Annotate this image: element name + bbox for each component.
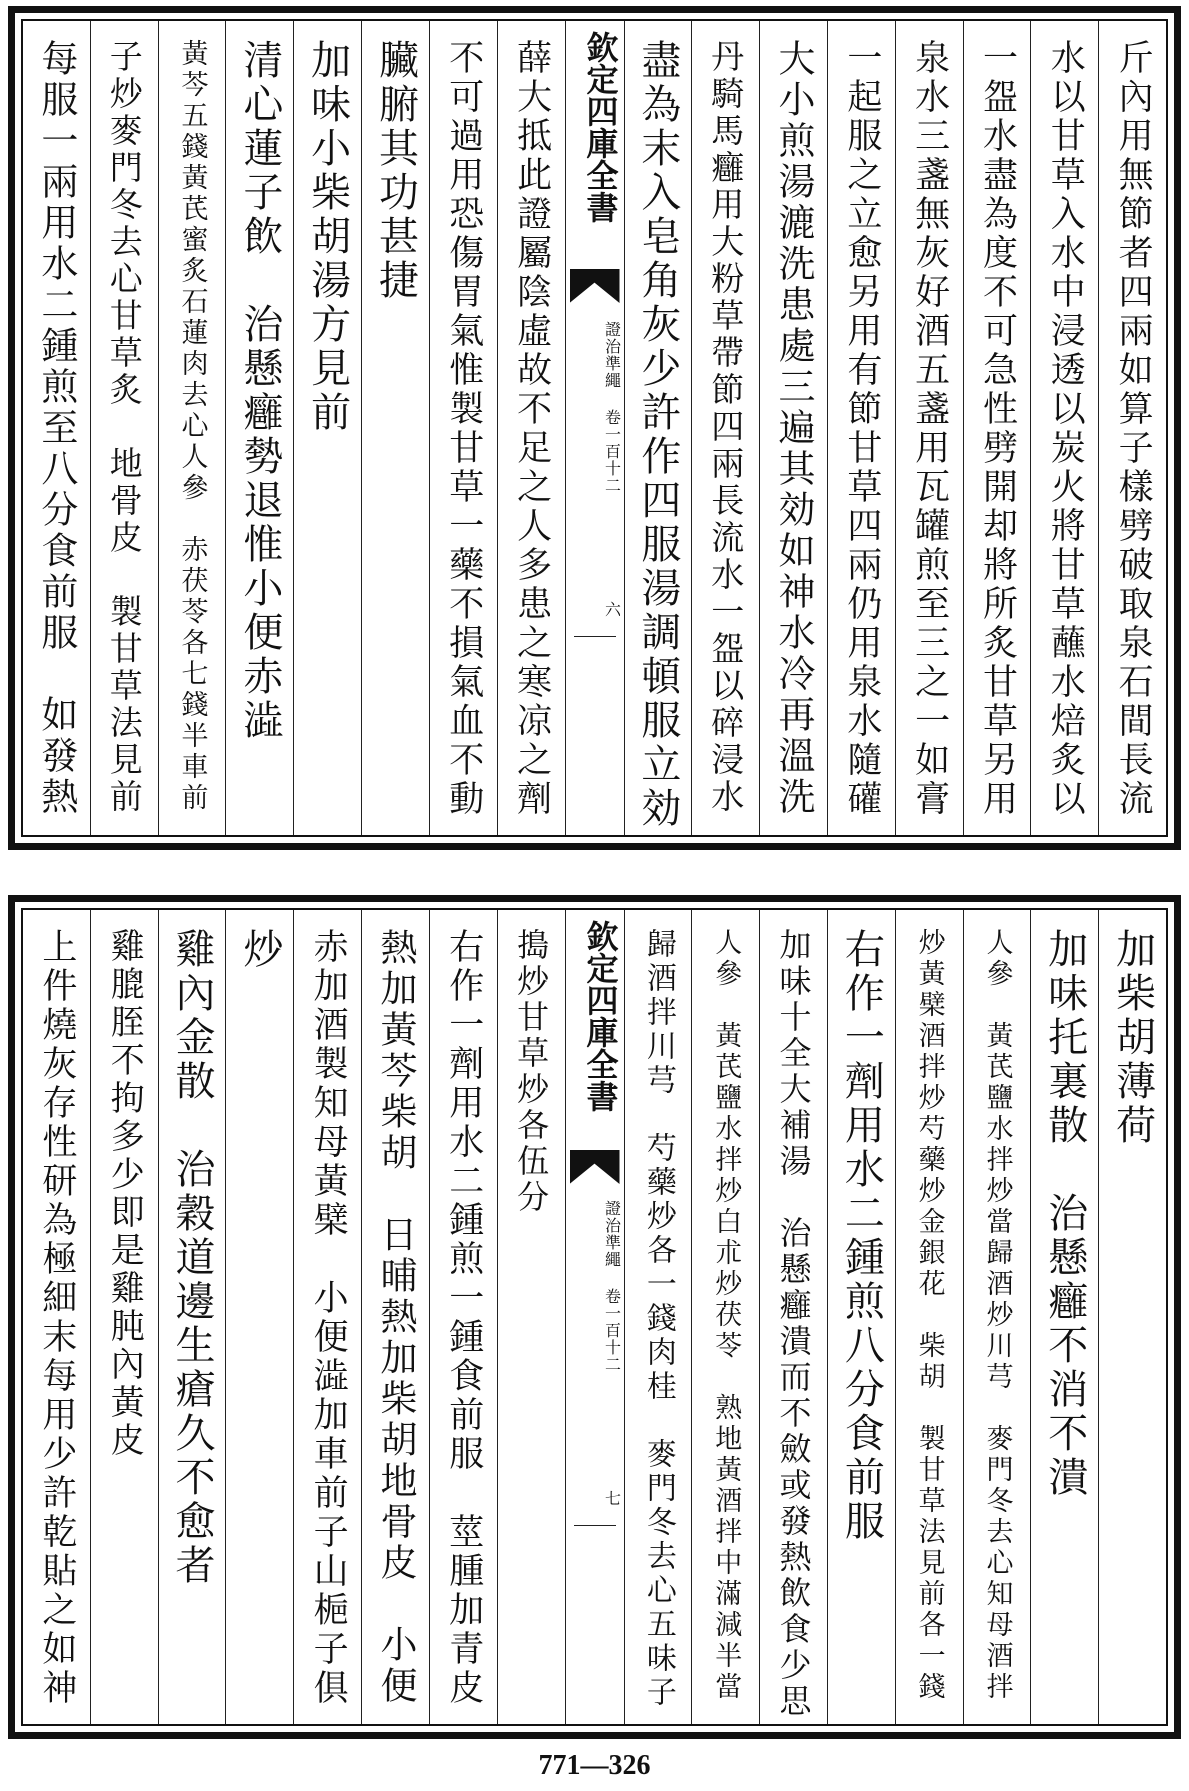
text-column: 加柴胡薄荷 — [1098, 910, 1166, 1724]
text-column: 右作一劑用水二鍾煎八分食前服 — [827, 910, 895, 1724]
text-column: 熱加黃芩柴胡 日晡熱加柴胡地骨皮 小便 — [361, 910, 429, 1724]
text-column: 炒 — [225, 910, 293, 1724]
spine-divider — [574, 1525, 616, 1526]
text-column: 斤內用無節者四兩如算子樣劈破取泉石間長流 — [1098, 21, 1166, 835]
bottom-page — [8, 895, 1181, 1739]
text-column: 每服一兩用水二鍾煎至八分食前服 如發熱 — [34, 39, 78, 818]
spine-page-number: 六 — [602, 601, 622, 617]
text-column: 右作一劑用水二鍾煎一鍾食前服 莖腫加青皮 — [429, 910, 497, 1724]
fish-tail-mark — [570, 269, 620, 303]
text-column: 歸酒拌川芎 芍藥炒各一錢肉桂 麥門冬去心五味子 — [624, 910, 692, 1724]
spine-title: 欽定四庫全書 — [581, 920, 620, 1112]
text-column: 一盌水盡為度不可急性劈開却將所炙甘草另用 — [963, 21, 1031, 835]
page-spine — [565, 910, 624, 1724]
text-column: 泉水三盞無灰好酒五盞用瓦罐煎至三之一如膏 — [895, 21, 963, 835]
fish-tail-mark — [570, 1150, 620, 1184]
text-column: 大小煎湯漉洗患處三遍其効如神水冷再溫洗 — [759, 21, 827, 835]
bottom-page-columns — [21, 908, 1168, 1726]
text-column: 清心蓮子飲 治懸癰勢退惟小便赤澁 — [225, 21, 293, 835]
text-column: 加味小柴胡湯方見前 — [293, 21, 361, 835]
page-spine — [565, 21, 624, 835]
text-column: 子炒麥門冬去心甘草炙 地骨皮 製甘草法見前 — [90, 21, 158, 835]
text-column: 赤加酒製知母黃檗 小便澁加車前子山梔子俱 — [293, 910, 361, 1724]
text-column: 雞內金散 治穀道邊生瘡久不愈者 — [158, 910, 226, 1724]
top-page — [8, 6, 1181, 850]
text-column: 一起服之立愈另用有節甘草四兩仍用泉水隨礶 — [827, 21, 895, 835]
text-column: 丹騎馬癰用大粉草帶節四兩長流水一盌以碎浸水 — [691, 21, 759, 835]
text-column: 盡為末入皂角灰少許作四服湯調頓服立効 — [624, 21, 692, 835]
spine-divider — [574, 636, 616, 637]
text-column: 搗炒甘草炒各伍分 — [497, 910, 565, 1724]
text-column: 炒黃檗酒拌炒芍藥炒金銀花 柴胡 製甘草法見前各一錢 — [895, 910, 963, 1724]
text-column: 人參 黃芪鹽水拌炒白朮炒茯苓 熟地黃酒拌中滿減半當 — [691, 910, 759, 1724]
text-column: 雞膍胵不拘多少即是雞肫內黃皮 — [90, 910, 158, 1724]
page-footer-number: 771—326 — [538, 1750, 651, 1781]
spine-volume: 證治準繩 卷一百十二 — [602, 1200, 622, 1373]
text-column: 薛大抵此證屬陰虛故不足之人多患之寒凉之劑 — [497, 21, 565, 835]
spine-page-number: 七 — [602, 1490, 622, 1506]
text-column: 加味十全大補湯 治懸癰潰而不斂或發熱飲食少思 — [759, 910, 827, 1724]
text-column: 加味托裏散 治懸癰不消不潰 — [1030, 910, 1098, 1724]
top-page-columns — [21, 19, 1168, 837]
text-column: 黃芩五錢黃芪蜜炙石蓮肉去心人參 赤茯苓各七錢半車前 — [158, 21, 226, 835]
text-column: 人參 黃芪鹽水拌炒當歸酒炒川芎 麥門冬去心知母酒拌 — [963, 910, 1031, 1724]
text-column: 上件燒灰存性研為極細末每用少許乾貼之如神 — [36, 928, 77, 1708]
text-column: 水以甘草入水中浸透以炭火將甘草蘸水焙炙以 — [1030, 21, 1098, 835]
text-column: 臟腑其功甚捷 — [361, 21, 429, 835]
spine-title: 欽定四庫全書 — [581, 31, 620, 223]
text-column: 不可過用恐傷胃氣惟製甘草一藥不損氣血不動 — [429, 21, 497, 835]
spine-volume: 證治準繩 卷一百十二 — [602, 321, 622, 494]
